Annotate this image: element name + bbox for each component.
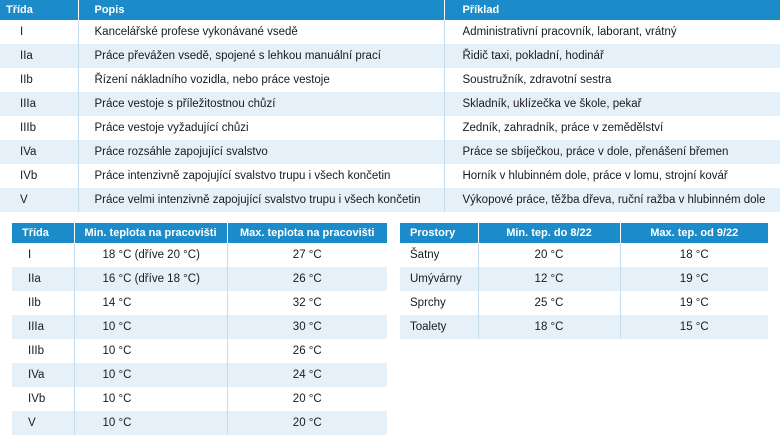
table-row [400,243,768,267]
col-header-min-temp: Min. tep. do 8/22 [478,223,620,243]
cell-class: V [0,188,78,212]
cell-room: Toalety [400,315,478,339]
table-row [400,315,768,339]
col-header-max-temp: Max. teplota na pracovišti [227,223,387,243]
cell-example: Administrativní pracovník, laborant, vrátný [444,20,780,44]
cell-max-temp: 20 °C [227,387,387,411]
table-row [0,44,780,68]
cell-min-temp: 18 °C [478,315,620,339]
cell-max-temp: 19 °C [620,267,768,291]
cell-description: Práce intenzivně zapojující svalstvo trupu i všech končetin [78,164,444,188]
workplace-temperature-table [12,223,387,435]
table-row [0,140,780,164]
cell-min-temp: 10 °C [74,363,227,387]
cell-max-temp: 30 °C [227,315,387,339]
table-row [0,116,780,140]
cell-max-temp: 19 °C [620,291,768,315]
table-row [12,363,387,387]
cell-description: Kancelářské profese vykonávané vsedě [78,20,444,44]
table-row [12,267,387,291]
cell-min-temp: 10 °C [74,339,227,363]
cell-min-temp: 20 °C [478,243,620,267]
table-row [12,243,387,267]
room-temperature-rows [400,243,768,339]
work-class-rows [0,20,780,212]
workplace-temperature-rows [12,243,387,435]
cell-max-temp: 32 °C [227,291,387,315]
cell-class: IIIa [0,92,78,116]
cell-max-temp: 27 °C [227,243,387,267]
col-header-room: Prostory [400,223,478,243]
cell-description: Řízení nákladního vozidla, nebo práce vestoje [78,68,444,92]
table-header-row [0,0,780,20]
cell-class: IVb [0,164,78,188]
cell-example: Práce se sbíječkou, práce v dole, přenášení břemen [444,140,780,164]
col-header-min-temp: Min. teplota na pracovišti [74,223,227,243]
cell-example: Výkopové práce, těžba dřeva, ruční ražba v hlubinném dole [444,188,780,212]
cell-min-temp: 12 °C [478,267,620,291]
cell-class: IVb [12,387,74,411]
table-row [400,267,768,291]
cell-min-temp: 18 °C (dříve 20 °C) [74,243,227,267]
table-row [0,188,780,212]
cell-min-temp: 14 °C [74,291,227,315]
table-row [12,387,387,411]
cell-example: Horník v hlubinném dole, práce v lomu, strojní kovář [444,164,780,188]
cell-class: IIb [12,291,74,315]
cell-class: IIa [0,44,78,68]
table-row [12,315,387,339]
work-class-table [0,0,780,212]
cell-description: Práce vestoje s příležitostnou chůzí [78,92,444,116]
table-row [12,339,387,363]
cell-max-temp: 18 °C [620,243,768,267]
table-row [0,164,780,188]
cell-example: Soustružník, zdravotní sestra [444,68,780,92]
cell-example: Skladník, uklízečka ve škole, pekař [444,92,780,116]
col-header-class: Třída [12,223,74,243]
cell-min-temp: 10 °C [74,387,227,411]
cell-room: Sprchy [400,291,478,315]
cell-min-temp: 10 °C [74,411,227,435]
cell-min-temp: 16 °C (dříve 18 °C) [74,267,227,291]
cell-min-temp: 25 °C [478,291,620,315]
cell-class: IVa [0,140,78,164]
cell-min-temp: 10 °C [74,315,227,339]
cell-max-temp: 20 °C [227,411,387,435]
cell-class: IIIb [0,116,78,140]
cell-room: Šatny [400,243,478,267]
col-header-max-temp: Max. tep. od 9/22 [620,223,768,243]
col-header-class: Třída [0,0,78,20]
cell-description: Práce rozsáhle zapojující svalstvo [78,140,444,164]
cell-room: Umývárny [400,267,478,291]
table-row [0,92,780,116]
cell-class: V [12,411,74,435]
table-row [12,291,387,315]
cell-class: I [12,243,74,267]
cell-class: I [0,20,78,44]
cell-example: Řidič taxi, pokladní, hodinář [444,44,780,68]
col-header-description: Popis [78,0,444,20]
cell-class: IIb [0,68,78,92]
table-row [400,291,768,315]
table-header-row [400,223,768,243]
cell-description: Práce vestoje vyžadující chůzi [78,116,444,140]
cell-example: Zedník, zahradník, práce v zemědělství [444,116,780,140]
cell-class: IIIb [12,339,74,363]
cell-max-temp: 26 °C [227,339,387,363]
cell-description: Práce převážen vsedě, spojené s lehkou manuální prací [78,44,444,68]
cell-class: IVa [12,363,74,387]
cell-max-temp: 24 °C [227,363,387,387]
cell-class: IIIa [12,315,74,339]
table-row [0,20,780,44]
table-header-row [12,223,387,243]
cell-max-temp: 26 °C [227,267,387,291]
cell-description: Práce velmi intenzivně zapojující svalstvo trupu i všech končetin [78,188,444,212]
cell-max-temp: 15 °C [620,315,768,339]
cell-class: IIa [12,267,74,291]
col-header-example: Příklad [444,0,780,20]
table-row [0,68,780,92]
room-temperature-table [400,223,768,339]
table-row [12,411,387,435]
